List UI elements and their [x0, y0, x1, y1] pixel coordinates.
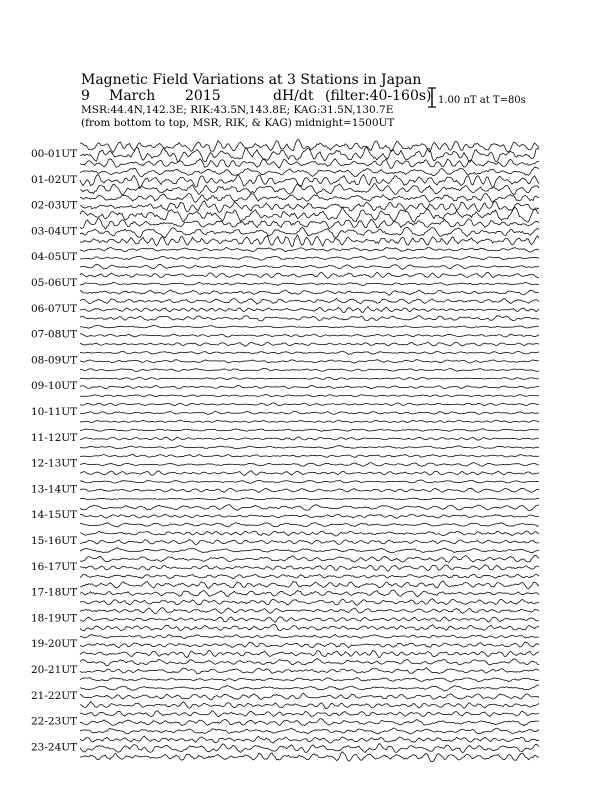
hour-label: 21-22UT — [31, 689, 78, 702]
trace-line-msr — [80, 574, 539, 579]
trace-line-rik — [80, 693, 539, 700]
trace-line-rik — [80, 411, 539, 414]
trace-line-rik — [80, 642, 539, 648]
hour-label: 13-14UT — [31, 483, 78, 496]
trace-line-msr — [80, 446, 539, 449]
trace-line-kag — [80, 247, 539, 252]
hour-label: 14-15UT — [31, 509, 78, 522]
trace-line-kag — [80, 218, 539, 229]
hour-label: 08-09UT — [31, 354, 78, 367]
trace-line-kag — [80, 608, 539, 614]
trace-line-msr — [80, 184, 539, 195]
hour-label: 09-10UT — [31, 380, 78, 393]
hour-label: 12-13UT — [31, 457, 78, 470]
date-day: 9 — [81, 88, 90, 104]
trace-line-kag — [80, 167, 539, 177]
trace-line-rik — [80, 437, 539, 440]
trace-line-msr — [80, 702, 539, 709]
trace-line-msr — [80, 471, 539, 476]
trace-line-rik — [80, 617, 539, 623]
hour-label: 16-17UT — [31, 560, 78, 573]
trace-line-rik — [80, 488, 539, 492]
quantity-label: dH/dt — [273, 88, 314, 104]
station-coordinates: MSR:44.4N,142.3E; RIK:43.5N,143.8E; KAG:31.5N,130.7E — [81, 104, 394, 116]
trace-order-note: (from bottom to top, MSR, RIK, & KAG) midnight=1500UT — [81, 117, 395, 129]
trace-line-msr — [80, 420, 539, 422]
trace-line-rik — [80, 360, 539, 364]
hour-label: 05-06UT — [31, 277, 78, 289]
trace-line-msr — [80, 395, 539, 397]
trace-line-msr — [80, 599, 539, 605]
trace-line-rik — [80, 201, 539, 213]
trace-line-kag — [80, 326, 539, 329]
trace-line-msr — [80, 290, 539, 296]
hour-label: 19-20UT — [31, 638, 78, 651]
trace-line-rik — [80, 668, 539, 674]
trace-line-kag — [80, 194, 539, 203]
hour-label: 18-19UT — [31, 612, 78, 625]
hour-label: 10-11UT — [31, 406, 78, 418]
trace-line-kag — [80, 659, 539, 666]
trace-line-rik — [80, 540, 539, 545]
chart-title: Magnetic Field Variations at 3 Stations in Japan — [81, 72, 422, 88]
trace-line-kag — [80, 736, 539, 743]
trace-line-rik — [80, 385, 539, 389]
trace-line-rik — [80, 744, 539, 753]
date-month: March — [109, 88, 156, 104]
trace-line-kag — [80, 711, 539, 717]
trace-line-kag — [80, 685, 539, 691]
trace-line-rik — [80, 719, 539, 726]
trace-group — [80, 140, 539, 762]
trace-line-kag — [80, 429, 539, 432]
trace-line-kag — [80, 505, 539, 511]
trace-line-msr — [80, 650, 539, 657]
trace-line-rik — [80, 227, 539, 237]
hour-label: 23-24UT — [31, 741, 78, 754]
trace-line-msr — [80, 523, 539, 527]
trace-line-rik — [80, 514, 539, 518]
hour-label: 17-18UT — [31, 586, 78, 599]
trace-line-msr — [80, 498, 539, 500]
trace-line-msr — [80, 728, 539, 734]
scale-bar — [428, 88, 436, 107]
trace-line-kag — [80, 531, 539, 536]
trace-line-rik — [80, 590, 539, 597]
hour-label: 03-04UT — [31, 225, 78, 238]
hour-label: 06-07UT — [31, 302, 78, 315]
trace-line-rik — [80, 282, 539, 285]
trace-line-kag — [80, 454, 539, 457]
scale-label: 1.00 nT at T=80s — [438, 95, 526, 106]
trace-line-msr — [80, 316, 539, 321]
trace-line-kag — [80, 351, 539, 354]
trace-line-rik — [80, 334, 539, 337]
trace-line-kag — [80, 377, 539, 380]
trace-line-kag — [80, 555, 539, 562]
hour-label: 04-05UT — [31, 251, 78, 264]
date-year: 2015 — [185, 88, 221, 104]
filter-label: (filter:40-160s) — [325, 88, 432, 104]
trace-line-msr — [80, 264, 539, 269]
hour-label: 00-01UT — [31, 148, 78, 160]
hour-label: 11-12UT — [31, 431, 78, 444]
trace-line-msr — [80, 548, 539, 553]
hour-label: 20-21UT — [31, 664, 78, 676]
trace-line-kag — [80, 635, 539, 639]
trace-line-msr — [80, 159, 539, 169]
hour-label: 01-02UT — [31, 173, 78, 186]
trace-line-msr — [80, 625, 539, 631]
hour-label: 15-16UT — [31, 535, 78, 547]
trace-line-msr — [80, 342, 539, 346]
hour-label: 02-03UT — [31, 199, 78, 212]
trace-line-rik — [80, 307, 539, 313]
trace-line-msr — [80, 235, 539, 246]
trace-line-msr — [80, 678, 539, 682]
trace-line-kag — [80, 140, 539, 153]
trace-line-msr — [80, 368, 539, 371]
trace-line-msr — [80, 752, 539, 762]
trace-line-rik — [80, 565, 539, 572]
trace-line-rik — [80, 256, 539, 260]
trace-line-kag — [80, 480, 539, 484]
hour-label: 07-08UT — [31, 328, 78, 341]
trace-line-kag — [80, 403, 539, 406]
trace-line-kag — [80, 581, 539, 589]
hour-labels — [31, 148, 77, 753]
trace-line-kag — [80, 298, 539, 304]
trace-line-kag — [80, 272, 539, 278]
hour-label: 22-23UT — [31, 715, 78, 728]
trace-line-rik — [80, 463, 539, 467]
